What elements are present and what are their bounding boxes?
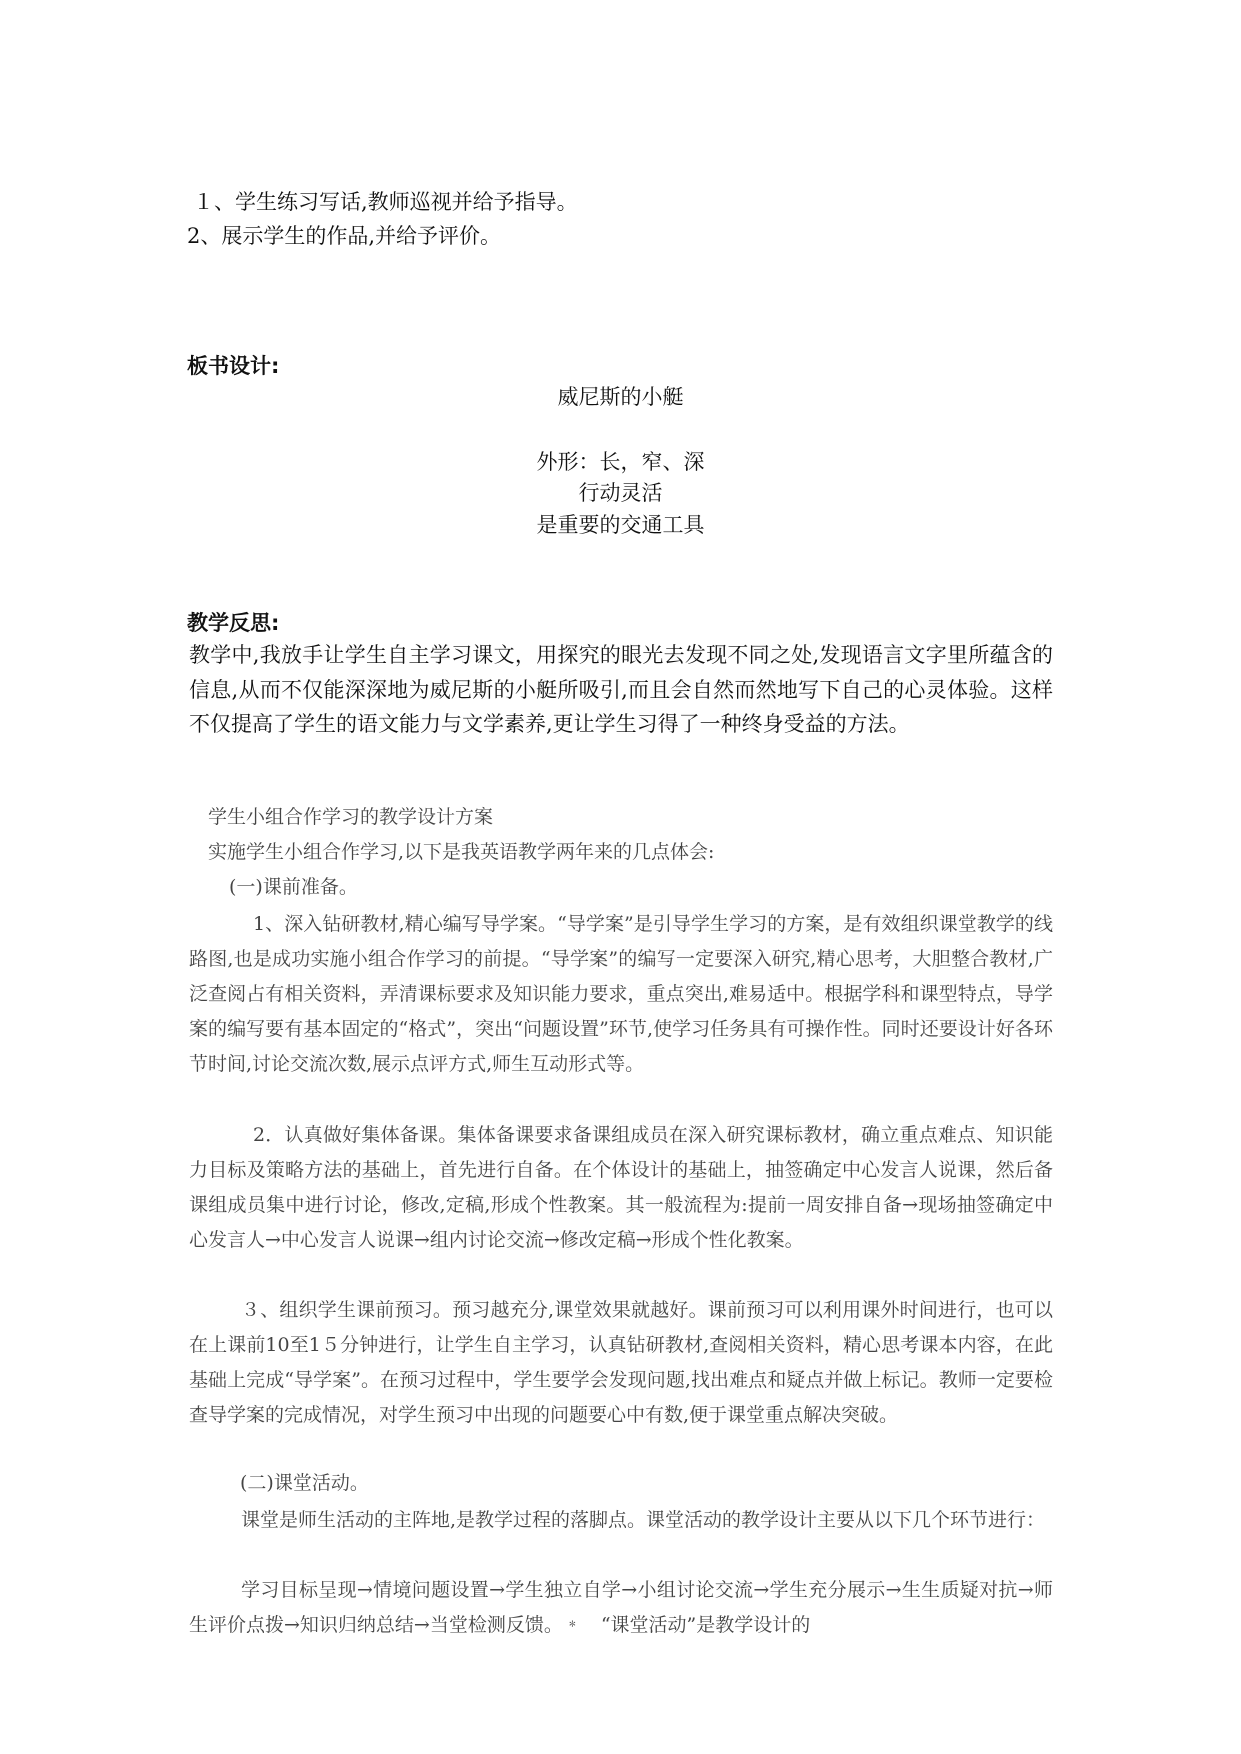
board-design-line-1: 外形：长，窄、深 — [536, 450, 705, 474]
board-design-line-2: 行动灵活 — [578, 481, 663, 505]
paragraph-4: 课堂是师生活动的主阵地,是教学过程的落脚点。课堂活动的教学设计主要从以下几个环节进行： — [241, 1509, 1046, 1531]
board-design-title: 威尼斯的小艇 — [557, 385, 684, 409]
board-design-heading: 板书设计: — [187, 354, 280, 378]
paragraph-1: 1、深入钻研教材,精心编写导学案。“导学案”是引导学生学习的方案，是有效组织课堂教学的线路图,也是成功实施小组合作学习的前提。“导学案”的编写一定要深入研究,精心思考，大胆整合教材,广泛查阅占有相关资料，弄清课标要求及知识能力要求，重点突出,难易适中。根据学科和课型特点，导学案的编写要有基本固定的“格式”，突出“问题设置”环节,使学习任务具有可操作性。同时还要设计好各环节时间,讨论交流次数,展示点评方式,师生互动形式等。 — [189, 913, 1053, 1075]
article-intro: 实施学生小组合作学习,以下是我英语教学两年来的几点体会: — [208, 841, 715, 863]
article-title: 学生小组合作学习的教学设计方案 — [208, 806, 494, 828]
paragraph-5: 学习目标呈现→情境问题设置→学生独立自学→小组讨论交流→学生充分展示→生生质疑对抗→师生评价点拨→知识归纳总结→当堂检测反馈。﹡ “课堂活动”是教学设计的 — [189, 1579, 1053, 1636]
activity-step-1: １、学生练习写话,教师巡视并给予指导。 — [193, 190, 578, 214]
section-heading-1: (一)课前准备。 — [229, 876, 358, 898]
paragraph-2: 2．认真做好集体备课。集体备课要求备课组成员在深入研究课标教材，确立重点难点、知识能力目标及策略方法的基础上，首先进行自备。在个体设计的基础上，抽签确定中心发言人说课，然后备课组成员集中进行讨论，修改,定稿,形成个性教案。其一般流程为:提前一周安排自备→现场抽签确定中心发言人→中心发言人说课→组内讨论交流→修改定稿→形成个性化教案。 — [189, 1124, 1053, 1251]
activity-step-2: 2、展示学生的作品,并给予评价。 — [187, 224, 502, 248]
reflection-text: 教学中,我放手让学生自主学习课文，用探究的眼光去发现不同之处,发现语言文字里所蕴含的信息,从而不仅能深深地为威尼斯的小艇所吸引,而且会自然而然地写下自己的心灵体验。这样不仅提高了学生的语文能力与文学素养,更让学生习得了一种终身受益的方法。 — [189, 643, 1053, 736]
section-heading-2: (二)课堂活动。 — [240, 1472, 369, 1494]
reflection-heading: 教学反思: — [187, 611, 280, 635]
board-design-line-3: 是重要的交通工具 — [536, 513, 705, 537]
paragraph-3: ３、组织学生课前预习。预习越充分,课堂效果就越好。课前预习可以利用课外时间进行，也可以在上课前10至1５分钟进行，让学生自主学习，认真钻研教材,查阅相关资料，精心思考课本内容，在此基础上完成“导学案”。在预习过程中，学生要学会发现问题,找出难点和疑点并做上标记。教师一定要检查导学案的完成情况，对学生预习中出现的问题要心中有数,便于课堂重点解决突破。 — [189, 1299, 1053, 1426]
